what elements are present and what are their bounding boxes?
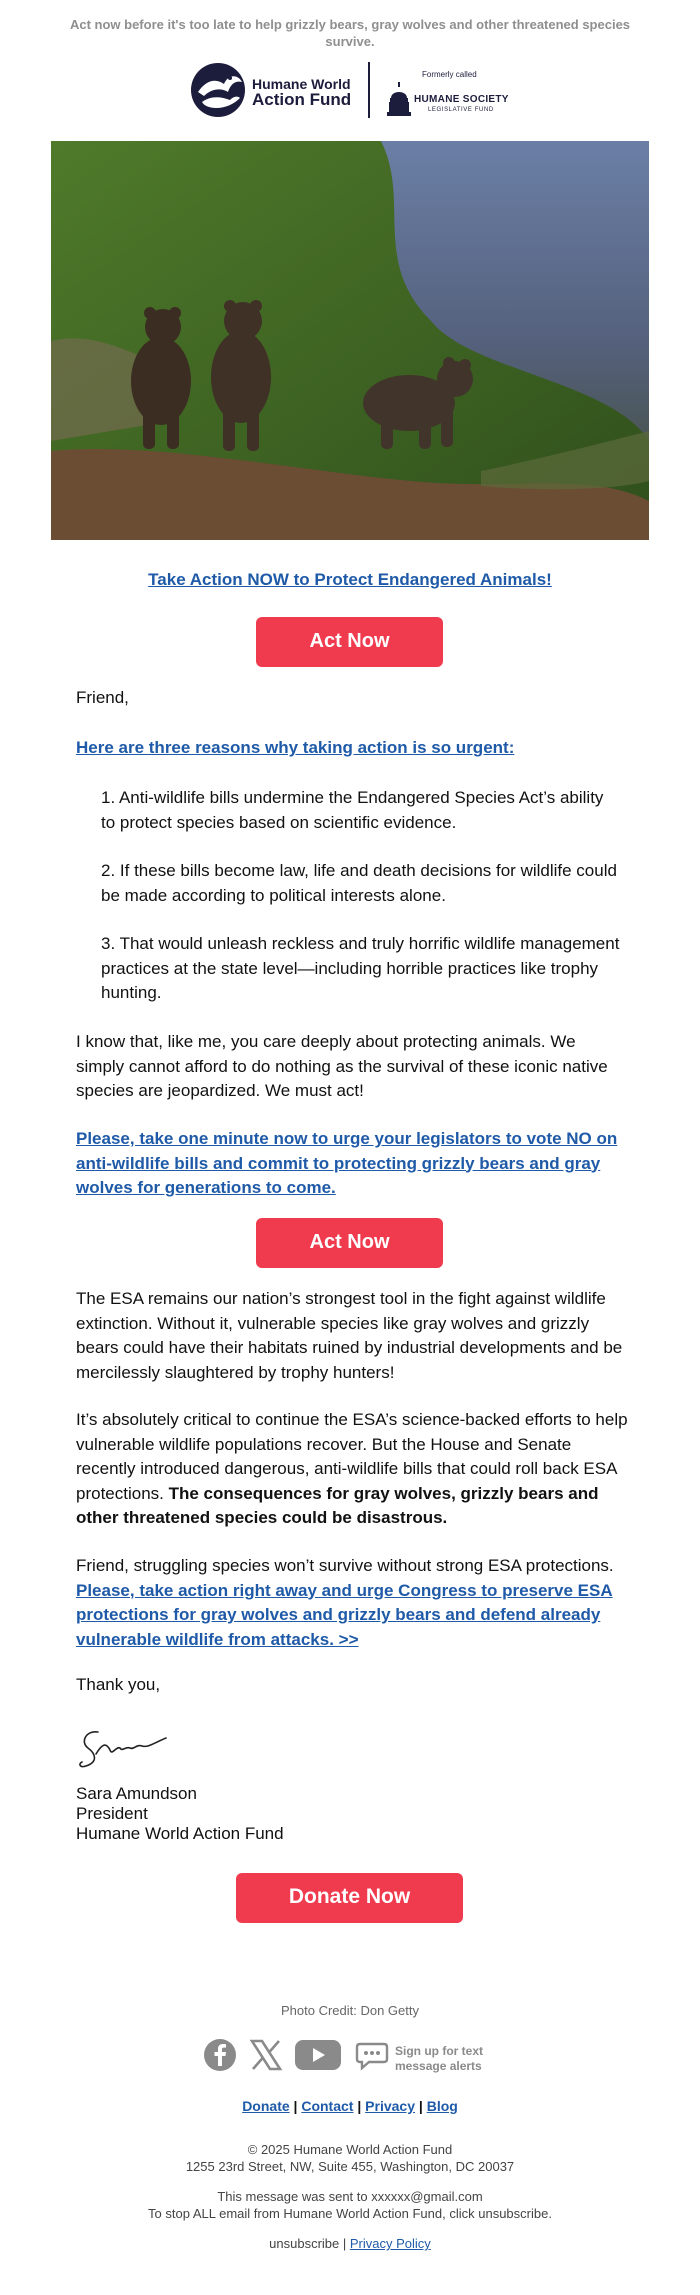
body-paragraph-esa <box>76 1408 628 1531</box>
headline-link-wrap <box>60 570 640 590</box>
signer-name: Sara Amundson <box>76 1784 197 1803</box>
reasons-intro-link[interactable]: Here are three reasons why taking action is so urgent: <box>76 738 515 757</box>
act-now-button-2[interactable]: Act Now <box>256 1218 443 1268</box>
footer-address: 1255 23rd Street, NW, Suite 455, Washington, DC 20037 <box>185 2159 515 2174</box>
org-name-line1: Humane World <box>252 76 351 92</box>
reason-item: 3. That would unleash reckless and truly horrific wildlife management practices at the state level—including horrible practices like trophy hunting. <box>101 934 620 1002</box>
legislators-link-wrap <box>76 1127 628 1201</box>
preheader-text: Act now before it's too late to help grizzly bears, gray wolves and other threatened species survive. <box>69 17 631 49</box>
org-name-line2: Action Fund <box>252 90 352 109</box>
hero-image[interactable] <box>51 141 649 540</box>
body-paragraph: The ESA remains our nation’s strongest tool in the fight against wildlife extinction. Without it, vulnerable species like gray wolves and grizzly bears could have their habitats ruined by industrial developments and be mercilessly slaughtered by trophy hunters! <box>76 1289 623 1382</box>
footer-link-contact[interactable]: Contact <box>301 2098 354 2114</box>
footer-sent-to: This message was sent to xxxxxx@gmail.com <box>217 2189 483 2204</box>
reason-item: 1. Anti-wildlife bills undermine the Endangered Species Act’s ability to protect species based on scientific evidence. <box>101 788 604 832</box>
urge-congress-link[interactable]: Please, take action right away and urge Congress to preserve ESA protections for gray wolves and grizzly bears and defend already vulnerable wildlife from attacks. >> <box>76 1580 613 1649</box>
x-twitter-icon[interactable] <box>249 2038 283 2072</box>
footer-stop-all: To stop ALL email from Humane World Action Fund, click unsubscribe. <box>148 2206 552 2221</box>
facebook-icon[interactable] <box>203 2038 237 2072</box>
signer-org: Humane World Action Fund <box>76 1824 284 1843</box>
body-paragraph-congress <box>76 1554 628 1652</box>
footer-separator: | <box>289 2098 302 2114</box>
bear-cubs-photo <box>51 141 649 540</box>
formerly-called-label: Formerly called <box>422 70 477 79</box>
privacy-policy-link[interactable]: Privacy Policy <box>349 2236 431 2251</box>
signer-title: President <box>76 1804 148 1823</box>
greeting: Friend, <box>76 688 129 707</box>
body-paragraph: I know that, like me, you care deeply about protecting animals. We simply cannot afford to do nothing as the survival of these iconic native species are jeopardized. We must act! <box>76 1032 608 1100</box>
youtube-icon[interactable] <box>295 2038 341 2072</box>
footer-separator: | <box>415 2098 427 2114</box>
former-org-name: HUMANE SOCIETY <box>414 94 509 105</box>
photo-credit: Photo Credit: Don Getty <box>280 2003 419 2018</box>
headline-link[interactable]: Take Action NOW to Protect Endangered Animals! <box>148 570 552 589</box>
footer-link-donate[interactable]: Donate <box>242 2098 290 2114</box>
signature-image <box>76 1720 172 1772</box>
paragraph-bold-text: The consequences for gray wolves, grizzly bears and other threatened species could be disastrous. <box>76 1483 599 1527</box>
footer-separator: | <box>353 2098 366 2114</box>
reason-item: 2. If these bills become law, life and death decisions for wildlife could be made according to political interests alone. <box>101 861 617 905</box>
text-alerts-line1: Sign up for text <box>395 2044 483 2058</box>
org-logo-text <box>252 76 351 108</box>
reasons-intro-wrap <box>76 736 628 761</box>
paragraph-text: Friend, struggling species won’t survive without strong ESA protections. <box>76 1556 614 1575</box>
footer-separator: | <box>339 2236 350 2251</box>
urge-legislators-link[interactable]: Please, take one minute now to urge your legislators to vote NO on anti-wildlife bills and commit to protecting grizzly bears and gray wolves for generations to come. <box>76 1129 618 1197</box>
header-logo[interactable] <box>0 62 700 128</box>
text-alerts-line2: message alerts <box>395 2059 482 2073</box>
former-org-sub: LEGISLATIVE FUND <box>428 107 494 113</box>
donate-now-button[interactable]: Donate Now <box>236 1873 463 1923</box>
thanks-text: Thank you, <box>76 1675 161 1694</box>
capitol-dome-icon <box>386 82 412 116</box>
text-alerts-label[interactable] <box>395 2044 483 2074</box>
footer-link-blog[interactable]: Blog <box>426 2098 458 2114</box>
act-now-button[interactable]: Act Now <box>256 617 443 667</box>
humane-world-logo-icon <box>190 62 246 118</box>
footer-copyright: © 2025 Humane World Action Fund <box>247 2142 453 2157</box>
logo-divider <box>368 62 370 118</box>
unsubscribe-link[interactable]: unsubscribe <box>269 2236 340 2251</box>
paragraph-text: It’s absolutely critical to continue the ESA’s science-backed efforts to help vulnerable wildlife populations recover. But the House and Senate recently introduced dangerous, anti-wildlife bills that could roll back ESA protections. <box>76 1410 628 1503</box>
footer-unsubscribe-row <box>0 2235 700 2252</box>
footer-link-privacy[interactable]: Privacy <box>365 2098 415 2114</box>
signer-block <box>76 1784 284 1844</box>
text-alerts-icon[interactable] <box>355 2038 389 2072</box>
footer-nav <box>0 2098 700 2114</box>
